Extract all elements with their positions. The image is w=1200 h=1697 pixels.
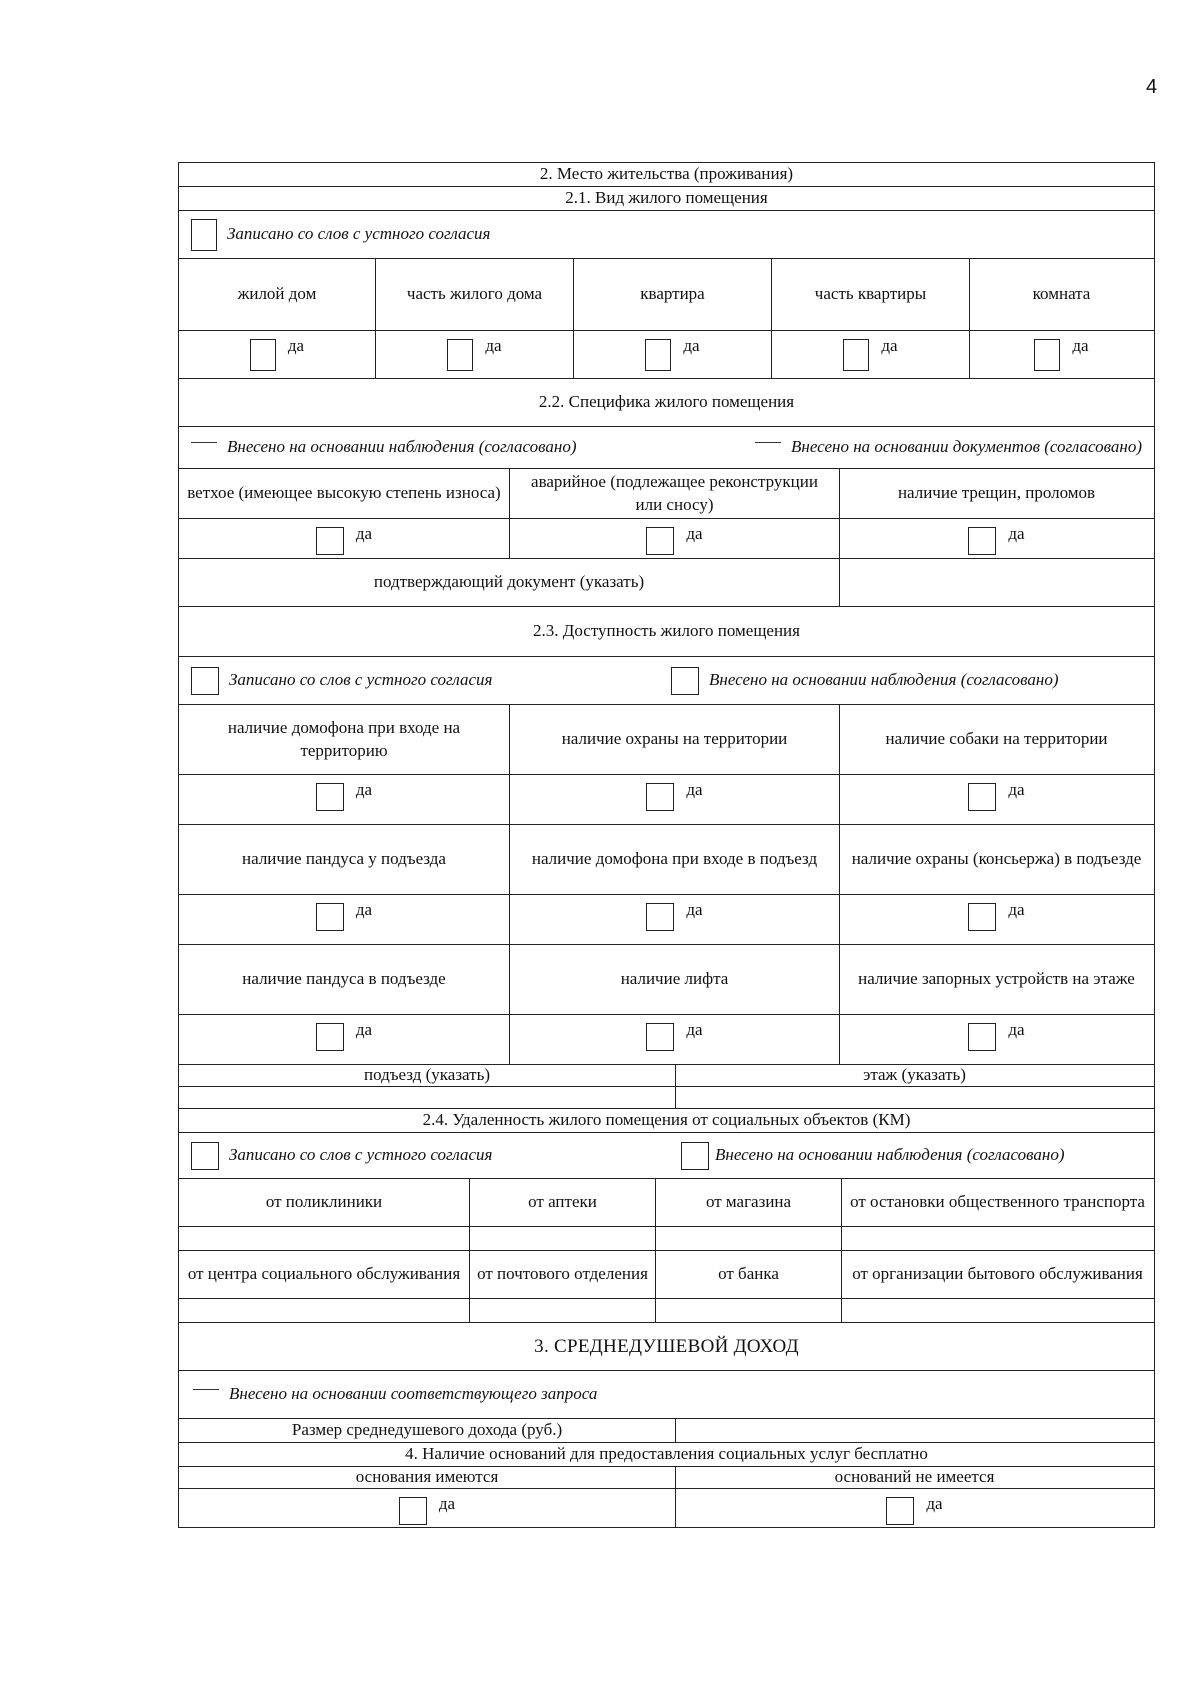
from-consumer-services: от организации бытового обслуживания [841, 1251, 1153, 1298]
section-2-1-note-row [178, 210, 1155, 258]
section-2-3-title: 2.3. Доступность жилого помещения [533, 621, 800, 641]
from-bank: от банка [655, 1251, 841, 1298]
entrance-label: подъезд (указать) [364, 1065, 490, 1085]
concierge-entrance: наличие охраны (консьержа) в подъезде [839, 825, 1153, 894]
yes-label: да [1072, 336, 1089, 355]
grounds-absent-yes-checkbox[interactable] [886, 1497, 914, 1525]
section-2-4-header [178, 1108, 1155, 1132]
oral-consent-checkbox[interactable] [191, 667, 219, 695]
section-2-1-header [178, 186, 1155, 210]
consumer-services-distance-field[interactable] [841, 1299, 1153, 1322]
section-3-note-row [178, 1370, 1155, 1418]
elevator: наличие лифта [509, 945, 839, 1014]
yes-label: да [683, 336, 700, 355]
floor-locks: наличие запорных устройств на этаже [839, 945, 1153, 1014]
from-clinic: от поликлиники [265, 1192, 383, 1212]
dwelling-type-room: комната [969, 259, 1153, 330]
floor-label: этаж (указать) [675, 1065, 1153, 1086]
yes-label: да [686, 524, 703, 543]
yes-label: да [1008, 1020, 1025, 1039]
entrance-field[interactable] [179, 1087, 675, 1108]
yes-label: да [1008, 900, 1025, 919]
dwelling-type-apartment: квартира [573, 259, 771, 330]
from-transport-stop: от остановки общественного транспорта [841, 1179, 1153, 1226]
section-2-header [178, 162, 1155, 186]
clinic-distance-field[interactable] [179, 1227, 469, 1250]
request-checkbox[interactable] [193, 1389, 219, 1391]
part-house-yes-checkbox[interactable] [447, 339, 473, 371]
yes-label: да [287, 336, 305, 355]
specific-emergency: аварийное (подлежащее реконструкции или сносу) [509, 469, 839, 518]
intercom-entrance-yes-checkbox[interactable] [646, 903, 674, 931]
yes-label: да [355, 780, 373, 799]
grounds-absent-label: оснований не имеется [675, 1467, 1153, 1488]
access-row-2 [178, 824, 1155, 894]
observation-label: Внесено на основании наблюдения (согласовано) [709, 670, 1059, 690]
oral-consent-checkbox[interactable] [191, 1142, 219, 1170]
from-social-center: от центра социального обслуживания [187, 1264, 461, 1284]
access-row-2-yes [178, 894, 1155, 944]
confirm-doc-label: подтверждающий документ (указать) [373, 572, 645, 592]
ramp-entrance-yes-checkbox[interactable] [316, 903, 344, 931]
yes-label: да [686, 780, 703, 799]
page-number: 4 [1146, 76, 1158, 98]
section-4-header [178, 1442, 1155, 1466]
distance-row-2-values [178, 1298, 1155, 1322]
section-2-2-header [178, 378, 1155, 426]
section-2-4-notes-row [178, 1132, 1155, 1178]
specific-dilapidated: ветхое (имеющее высокую степень износа) [187, 483, 501, 503]
from-post-office: от почтового отделения [469, 1251, 655, 1298]
floor-field[interactable] [675, 1087, 1153, 1108]
entrance-floor-values-row [178, 1086, 1155, 1108]
emergency-yes-checkbox[interactable] [646, 527, 674, 555]
ramp-inside-yes-checkbox[interactable] [316, 1023, 344, 1051]
distance-row-2 [178, 1250, 1155, 1298]
confirm-doc-field[interactable] [839, 559, 1153, 606]
section-2-3-notes-row [178, 656, 1155, 704]
yes-label: да [485, 336, 502, 355]
income-row [178, 1418, 1155, 1442]
questionnaire-form [178, 162, 1155, 1528]
grounds-exist-yes-checkbox[interactable] [399, 1497, 427, 1525]
guard-territory: наличие охраны на территории [509, 705, 839, 774]
yes-label: да [355, 1020, 373, 1039]
floor-locks-yes-checkbox[interactable] [968, 1023, 996, 1051]
access-row-3-yes [178, 1014, 1155, 1064]
confirm-doc-row [178, 558, 1155, 606]
yes-label: да [355, 900, 373, 919]
request-label: Внесено на основании соответствующего запроса [229, 1384, 598, 1404]
section-2-2-title: 2.2. Специфика жилого помещения [538, 392, 795, 412]
section-2-1-title: 2.1. Вид жилого помещения [565, 188, 768, 208]
shop-distance-field[interactable] [655, 1227, 841, 1250]
yes-label: да [686, 900, 703, 919]
yes-label: да [1008, 780, 1025, 799]
grounds-exist-label: основания имеются [355, 1467, 499, 1487]
observation-checkbox[interactable] [191, 442, 217, 444]
specific-cracks: наличие трещин, проломов [839, 469, 1153, 518]
observation-label: Внесено на основании наблюдения (согласовано) [715, 1145, 1065, 1165]
grounds-yes-row [178, 1488, 1155, 1528]
observation-checkbox[interactable] [681, 1142, 709, 1170]
dwelling-types-row [178, 258, 1155, 330]
oral-consent-label: Записано со слов с устного согласия [229, 670, 493, 690]
social-center-distance-field[interactable] [179, 1299, 469, 1322]
bank-distance-field[interactable] [655, 1299, 841, 1322]
observation-label: Внесено на основании наблюдения (согласовано) [227, 437, 577, 457]
apartment-yes-checkbox[interactable] [645, 339, 671, 371]
section-2-4-title: 2.4. Удаленность жилого помещения от социальных объектов (КМ) [422, 1110, 911, 1130]
distance-row-1 [178, 1178, 1155, 1226]
part-apartment-yes-checkbox[interactable] [843, 339, 869, 371]
oral-consent-checkbox[interactable] [191, 219, 217, 251]
yes-label: да [355, 524, 373, 543]
entrance-floor-labels-row [178, 1064, 1155, 1086]
oral-consent-label: Записано со слов с устного согласия [229, 1145, 493, 1165]
post-office-distance-field[interactable] [469, 1299, 655, 1322]
yes-label: да [686, 1020, 703, 1039]
section-2-3-header [178, 606, 1155, 656]
from-shop: от магазина [655, 1179, 841, 1226]
guard-territory-yes-checkbox[interactable] [646, 783, 674, 811]
ramp-entrance: наличие пандуса у подъезда [242, 849, 446, 869]
yes-label: да [1008, 524, 1025, 543]
access-row-1-yes [178, 774, 1155, 824]
transport-distance-field[interactable] [841, 1227, 1153, 1250]
dog-territory: наличие собаки на территории [839, 705, 1153, 774]
access-row-3 [178, 944, 1155, 1014]
section-3-header [178, 1322, 1155, 1370]
documents-checkbox[interactable] [755, 442, 781, 444]
yes-label: да [438, 1494, 456, 1513]
dwelling-types-yes-row [178, 330, 1155, 378]
observation-checkbox[interactable] [671, 667, 699, 695]
income-label: Размер среднедушевого дохода (руб.) [291, 1420, 563, 1440]
grounds-labels-row [178, 1466, 1155, 1488]
dwelling-type-house: жилой дом [237, 284, 317, 304]
elevator-yes-checkbox[interactable] [646, 1023, 674, 1051]
house-yes-checkbox[interactable] [250, 339, 276, 371]
access-row-1 [178, 704, 1155, 774]
dwelling-type-part-house: часть жилого дома [375, 259, 573, 330]
cracks-yes-checkbox[interactable] [968, 527, 996, 555]
section-3-title: 3. СРЕДНЕДУШЕВОЙ ДОХОД [534, 1335, 799, 1357]
documents-label: Внесено на основании документов (согласовано) [791, 437, 1142, 457]
intercom-entrance: наличие домофона при входе в подъезд [509, 825, 839, 894]
yes-label: да [926, 1494, 943, 1513]
intercom-territory-yes-checkbox[interactable] [316, 783, 344, 811]
specifics-row [178, 468, 1155, 518]
dog-territory-yes-checkbox[interactable] [968, 783, 996, 811]
dwelling-type-part-apartment: часть квартиры [771, 259, 969, 330]
intercom-territory: наличие домофона при входе на территорию [227, 717, 461, 760]
from-pharmacy: от аптеки [469, 1179, 655, 1226]
section-2-title: 2. Место жительства (проживания) [539, 164, 794, 184]
concierge-entrance-yes-checkbox[interactable] [968, 903, 996, 931]
pharmacy-distance-field[interactable] [469, 1227, 655, 1250]
section-2-2-notes-row [178, 426, 1155, 468]
dilapidated-yes-checkbox[interactable] [316, 527, 344, 555]
oral-consent-label: Записано со слов с устного согласия [227, 224, 491, 244]
room-yes-checkbox[interactable] [1034, 339, 1060, 371]
yes-label: да [881, 336, 898, 355]
specifics-yes-row [178, 518, 1155, 558]
ramp-inside: наличие пандуса в подъезде [242, 969, 446, 989]
income-field[interactable] [675, 1419, 1153, 1442]
section-4-title: 4. Наличие оснований для предоставления социальных услуг бесплатно [405, 1444, 928, 1464]
distance-row-1-values [178, 1226, 1155, 1250]
